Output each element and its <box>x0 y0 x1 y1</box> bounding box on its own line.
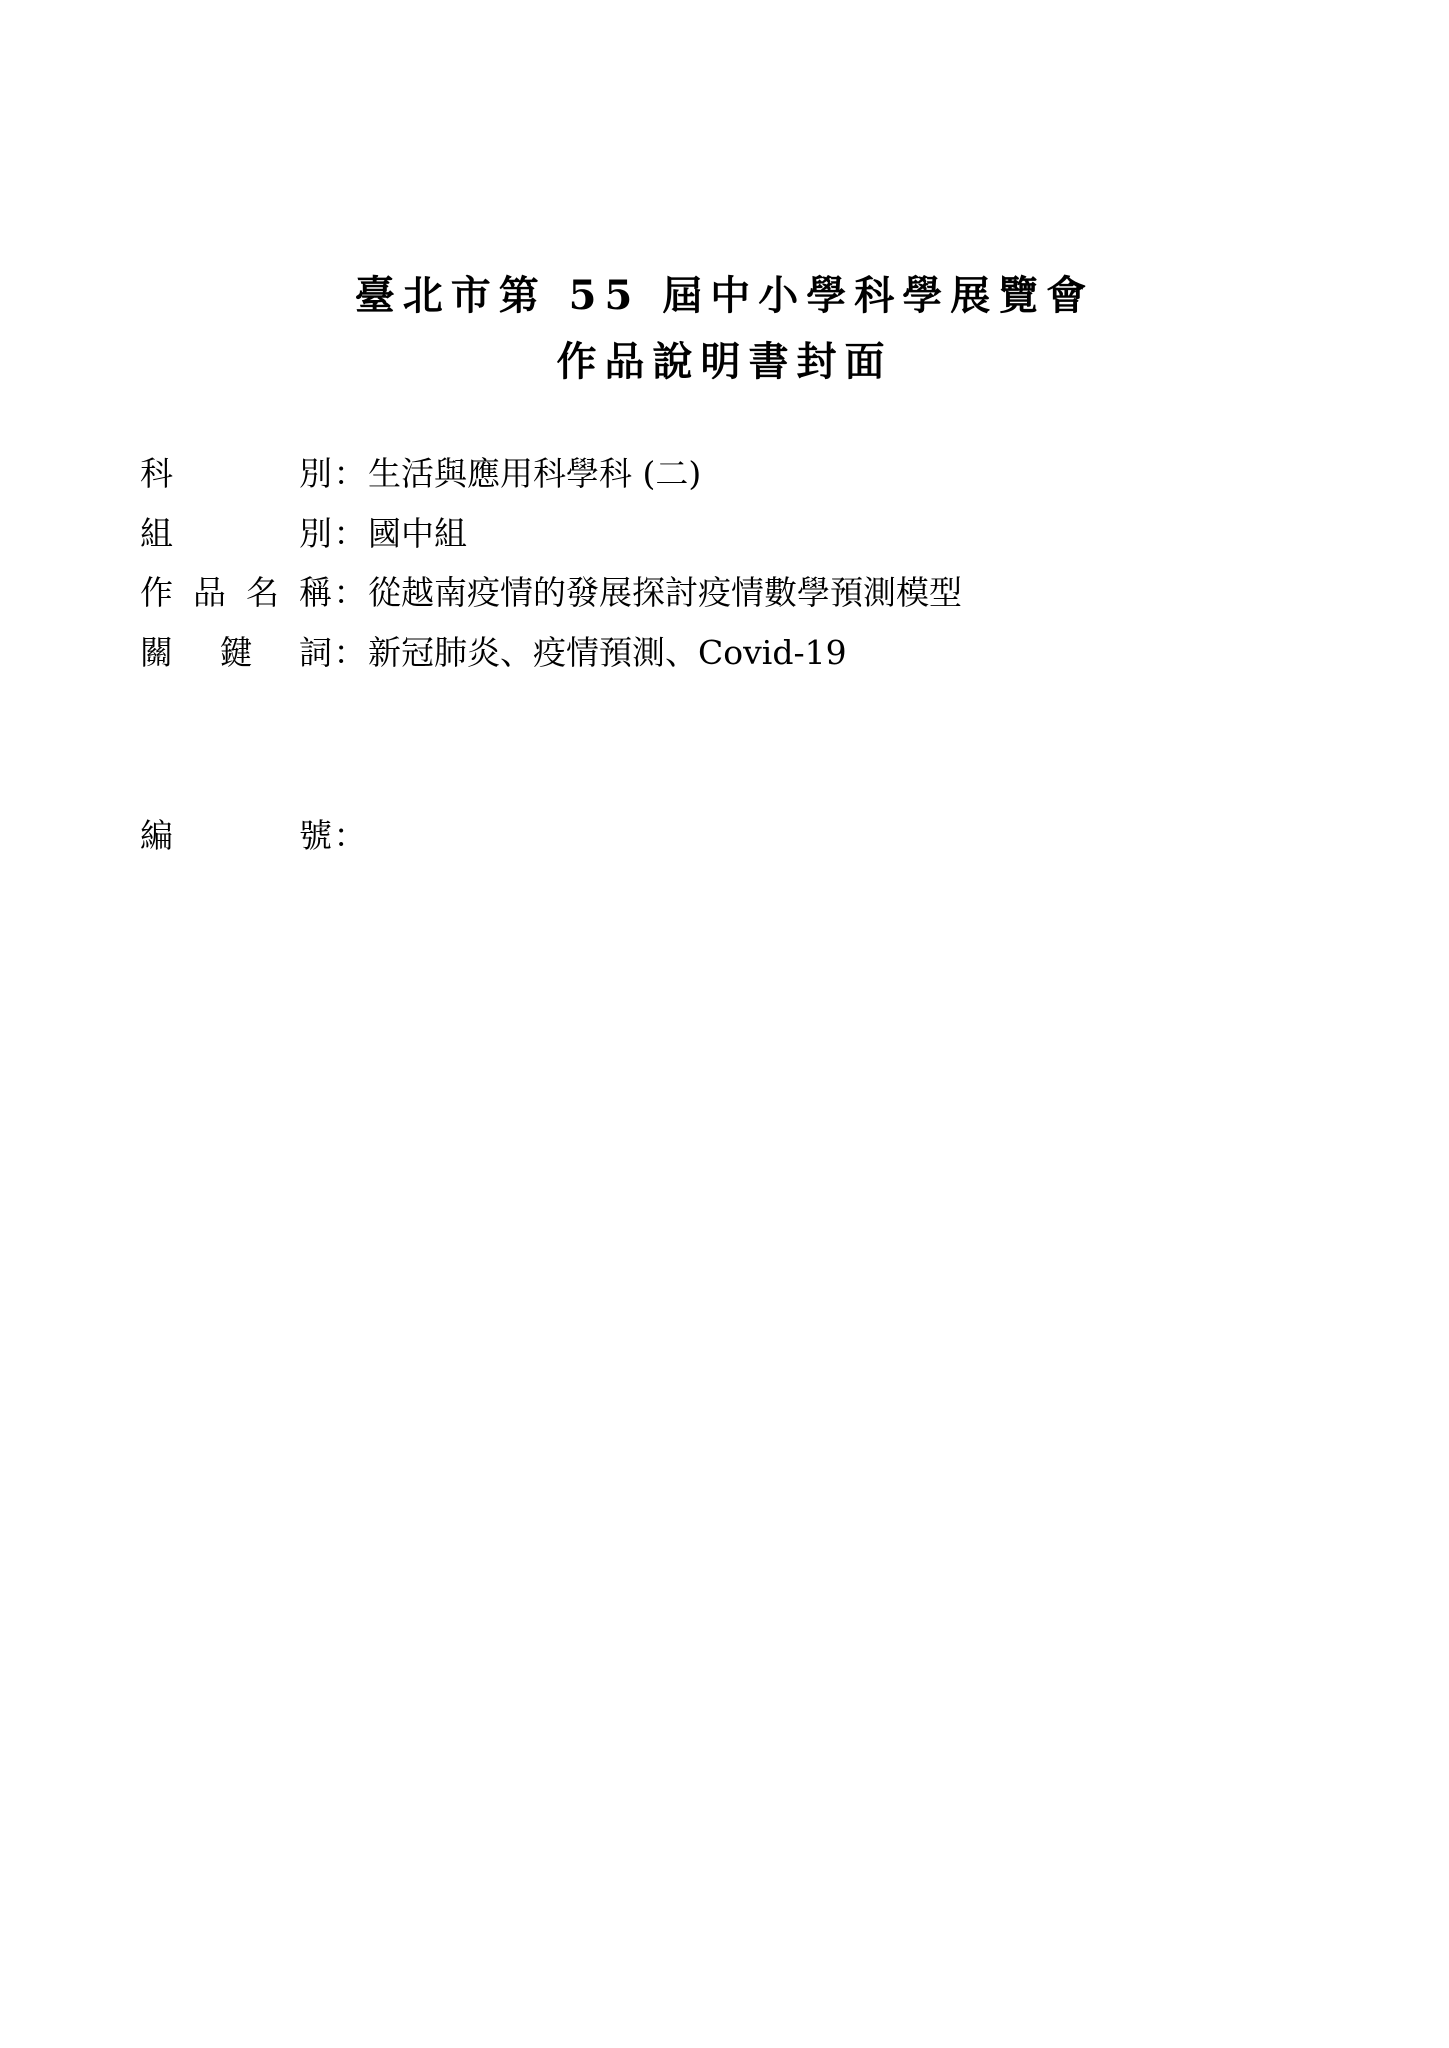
field-number-label: 編 號 <box>140 816 332 855</box>
field-keywords-label: 關 鍵 詞 <box>140 633 332 672</box>
field-subject <box>140 450 701 498</box>
field-keywords <box>140 629 847 677</box>
field-number-colon: ： <box>333 816 367 855</box>
field-subject-label: 科 別 <box>140 454 332 493</box>
field-subject-colon: ： <box>333 454 367 493</box>
field-group <box>140 510 467 558</box>
field-work-name-label: 作 品 名 稱 <box>140 573 332 612</box>
document-title: 臺北市第 55 屆中小學科學展覽會 <box>354 272 1095 319</box>
field-keywords-colon: ： <box>333 633 367 672</box>
field-work-name-value: 從越南疫情的發展探討疫情數學預測模型 <box>368 573 962 612</box>
field-keywords-value: 新冠肺炎、疫情預測、Covid-19 <box>368 633 847 672</box>
field-group-value: 國中組 <box>368 514 467 553</box>
field-work-name-colon: ： <box>333 573 367 612</box>
document-subtitle: 作品說明書封面 <box>556 338 893 385</box>
field-group-colon: ： <box>333 514 367 553</box>
field-subject-value: 生活與應用科學科 (二) <box>368 454 702 493</box>
field-number <box>140 812 368 860</box>
field-work-name <box>140 569 962 617</box>
field-group-label: 組 別 <box>140 514 332 553</box>
